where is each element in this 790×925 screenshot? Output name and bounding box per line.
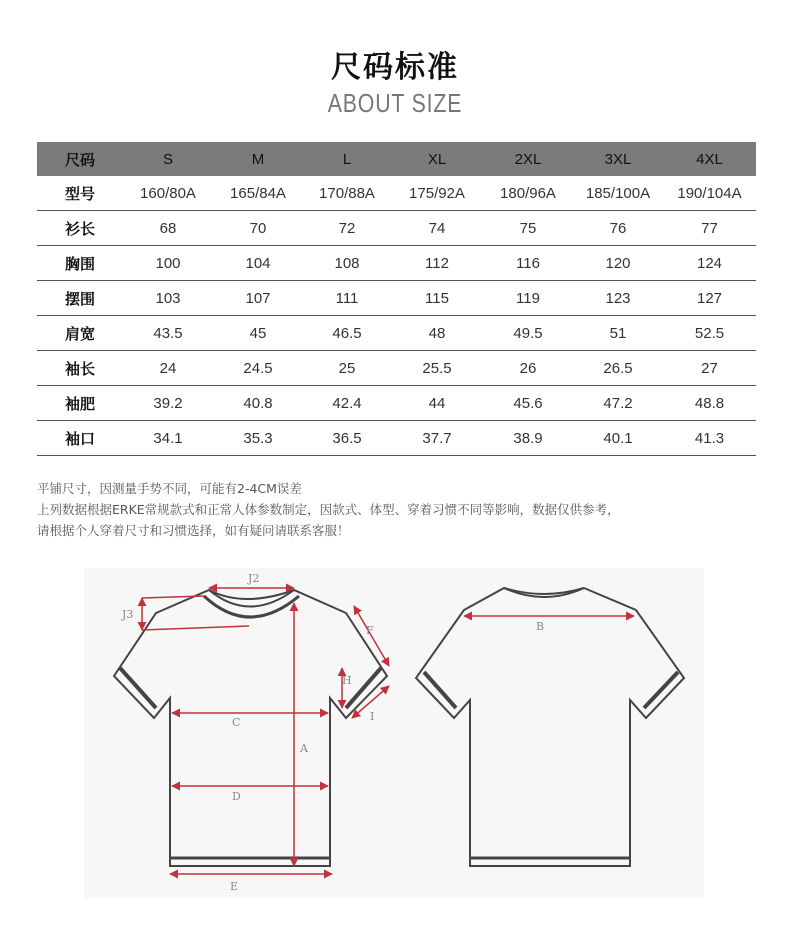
table-cell: 26.5: [573, 351, 663, 386]
table-cell: 48: [391, 316, 483, 351]
label-c: C: [232, 716, 241, 729]
table-cell: 26: [483, 351, 573, 386]
table-cell: 47.2: [573, 386, 663, 421]
table-cell: 190/104A: [663, 176, 756, 211]
table-row: [37, 211, 756, 246]
table-cell: 45.6: [483, 386, 573, 421]
table-cell: 48.8: [663, 386, 756, 421]
table-cell: 104: [213, 246, 303, 281]
table-row: [37, 421, 756, 456]
table-row: [37, 316, 756, 351]
note-line: 平铺尺寸，因测量手势不同，可能有2-4CM误差: [37, 481, 302, 496]
note-line: 上列数据根据ERKE常规款式和正常人体参数制定，因款式、体型、穿着习惯不同等影响，数据仅供参考，: [37, 502, 620, 517]
table-cell: 43.5: [123, 316, 213, 351]
table-cell: 46.5: [303, 316, 391, 351]
table-cell: 100: [123, 246, 213, 281]
tshirt-illustration: [84, 568, 704, 898]
table-cell: 175/92A: [391, 176, 483, 211]
table-cell: 115: [391, 281, 483, 316]
row-label-cell: 肩宽: [37, 316, 123, 351]
table-header-row: [37, 142, 756, 176]
label-j3: J3: [122, 608, 134, 621]
row-label-cell: 摆围: [37, 281, 123, 316]
label-a: A: [300, 742, 308, 755]
table-cell: 49.5: [483, 316, 573, 351]
table-cell: 41.3: [663, 421, 756, 456]
table-cell: 68: [123, 211, 213, 246]
size-table: [37, 142, 756, 456]
table-cell: 116: [483, 246, 573, 281]
table-cell: 45: [213, 316, 303, 351]
table-cell: 127: [663, 281, 756, 316]
table-cell: 170/88A: [303, 176, 391, 211]
table-cell: 36.5: [303, 421, 391, 456]
table-cell: 25.5: [391, 351, 483, 386]
table-cell: 75: [483, 211, 573, 246]
size-header-cell: L: [303, 142, 391, 176]
table-cell: 160/80A: [123, 176, 213, 211]
table-cell: 165/84A: [213, 176, 303, 211]
row-label-cell: 袖肥: [37, 386, 123, 421]
front-shirt: [114, 590, 387, 866]
table-cell: 185/100A: [573, 176, 663, 211]
label-h: H: [342, 674, 352, 687]
table-row: [37, 246, 756, 281]
size-header-cell: 4XL: [663, 142, 756, 176]
table-cell: 27: [663, 351, 756, 386]
note-line: 请根据个人穿着尺寸和习惯选择，如有疑问请联系客服！: [37, 523, 350, 538]
table-cell: 111: [303, 281, 391, 316]
table-row: [37, 386, 756, 421]
row-label-cell: 胸围: [37, 246, 123, 281]
table-cell: 25: [303, 351, 391, 386]
label-i: I: [370, 710, 375, 723]
table-cell: 24.5: [213, 351, 303, 386]
table-cell: 103: [123, 281, 213, 316]
size-header-cell: 2XL: [483, 142, 573, 176]
table-cell: 38.9: [483, 421, 573, 456]
page-title: 尺码标准: [331, 50, 459, 85]
table-cell: 72: [303, 211, 391, 246]
label-b: B: [536, 620, 545, 633]
table-row: [37, 281, 756, 316]
table-cell: 34.1: [123, 421, 213, 456]
table-cell: 108: [303, 246, 391, 281]
table-cell: 44: [391, 386, 483, 421]
table-cell: 119: [483, 281, 573, 316]
table-cell: 42.4: [303, 386, 391, 421]
table-cell: 107: [213, 281, 303, 316]
table-cell: 35.3: [213, 421, 303, 456]
label-j2: J2: [248, 572, 260, 585]
row-label-cell: 袖口: [37, 421, 123, 456]
table-cell: 76: [573, 211, 663, 246]
back-shirt: [416, 588, 684, 866]
row-label-cell: 衫长: [37, 211, 123, 246]
row-label-cell: 型号: [37, 176, 123, 211]
table-cell: 124: [663, 246, 756, 281]
size-header-cell: XL: [391, 142, 483, 176]
table-cell: 180/96A: [483, 176, 573, 211]
size-notes: [37, 478, 620, 541]
size-header-cell: 3XL: [573, 142, 663, 176]
table-cell: 39.2: [123, 386, 213, 421]
table-cell: 37.7: [391, 421, 483, 456]
label-e: E: [230, 880, 239, 893]
table-cell: 74: [391, 211, 483, 246]
size-header-cell: M: [213, 142, 303, 176]
page-subtitle: ABOUT SIZE: [327, 88, 463, 118]
table-cell: 40.1: [573, 421, 663, 456]
table-row: [37, 176, 756, 211]
size-header-cell: S: [123, 142, 213, 176]
table-cell: 120: [573, 246, 663, 281]
table-cell: 40.8: [213, 386, 303, 421]
table-row: [37, 351, 756, 386]
table-cell: 52.5: [663, 316, 756, 351]
table-cell: 112: [391, 246, 483, 281]
row-label-cell: 袖长: [37, 351, 123, 386]
label-f: F: [366, 624, 374, 637]
measurement-diagram: [84, 568, 704, 898]
table-cell: 51: [573, 316, 663, 351]
table-cell: 70: [213, 211, 303, 246]
header-label-cell: 尺码: [37, 142, 123, 176]
table-cell: 77: [663, 211, 756, 246]
table-cell: 123: [573, 281, 663, 316]
table-cell: 24: [123, 351, 213, 386]
label-d: D: [232, 790, 241, 803]
